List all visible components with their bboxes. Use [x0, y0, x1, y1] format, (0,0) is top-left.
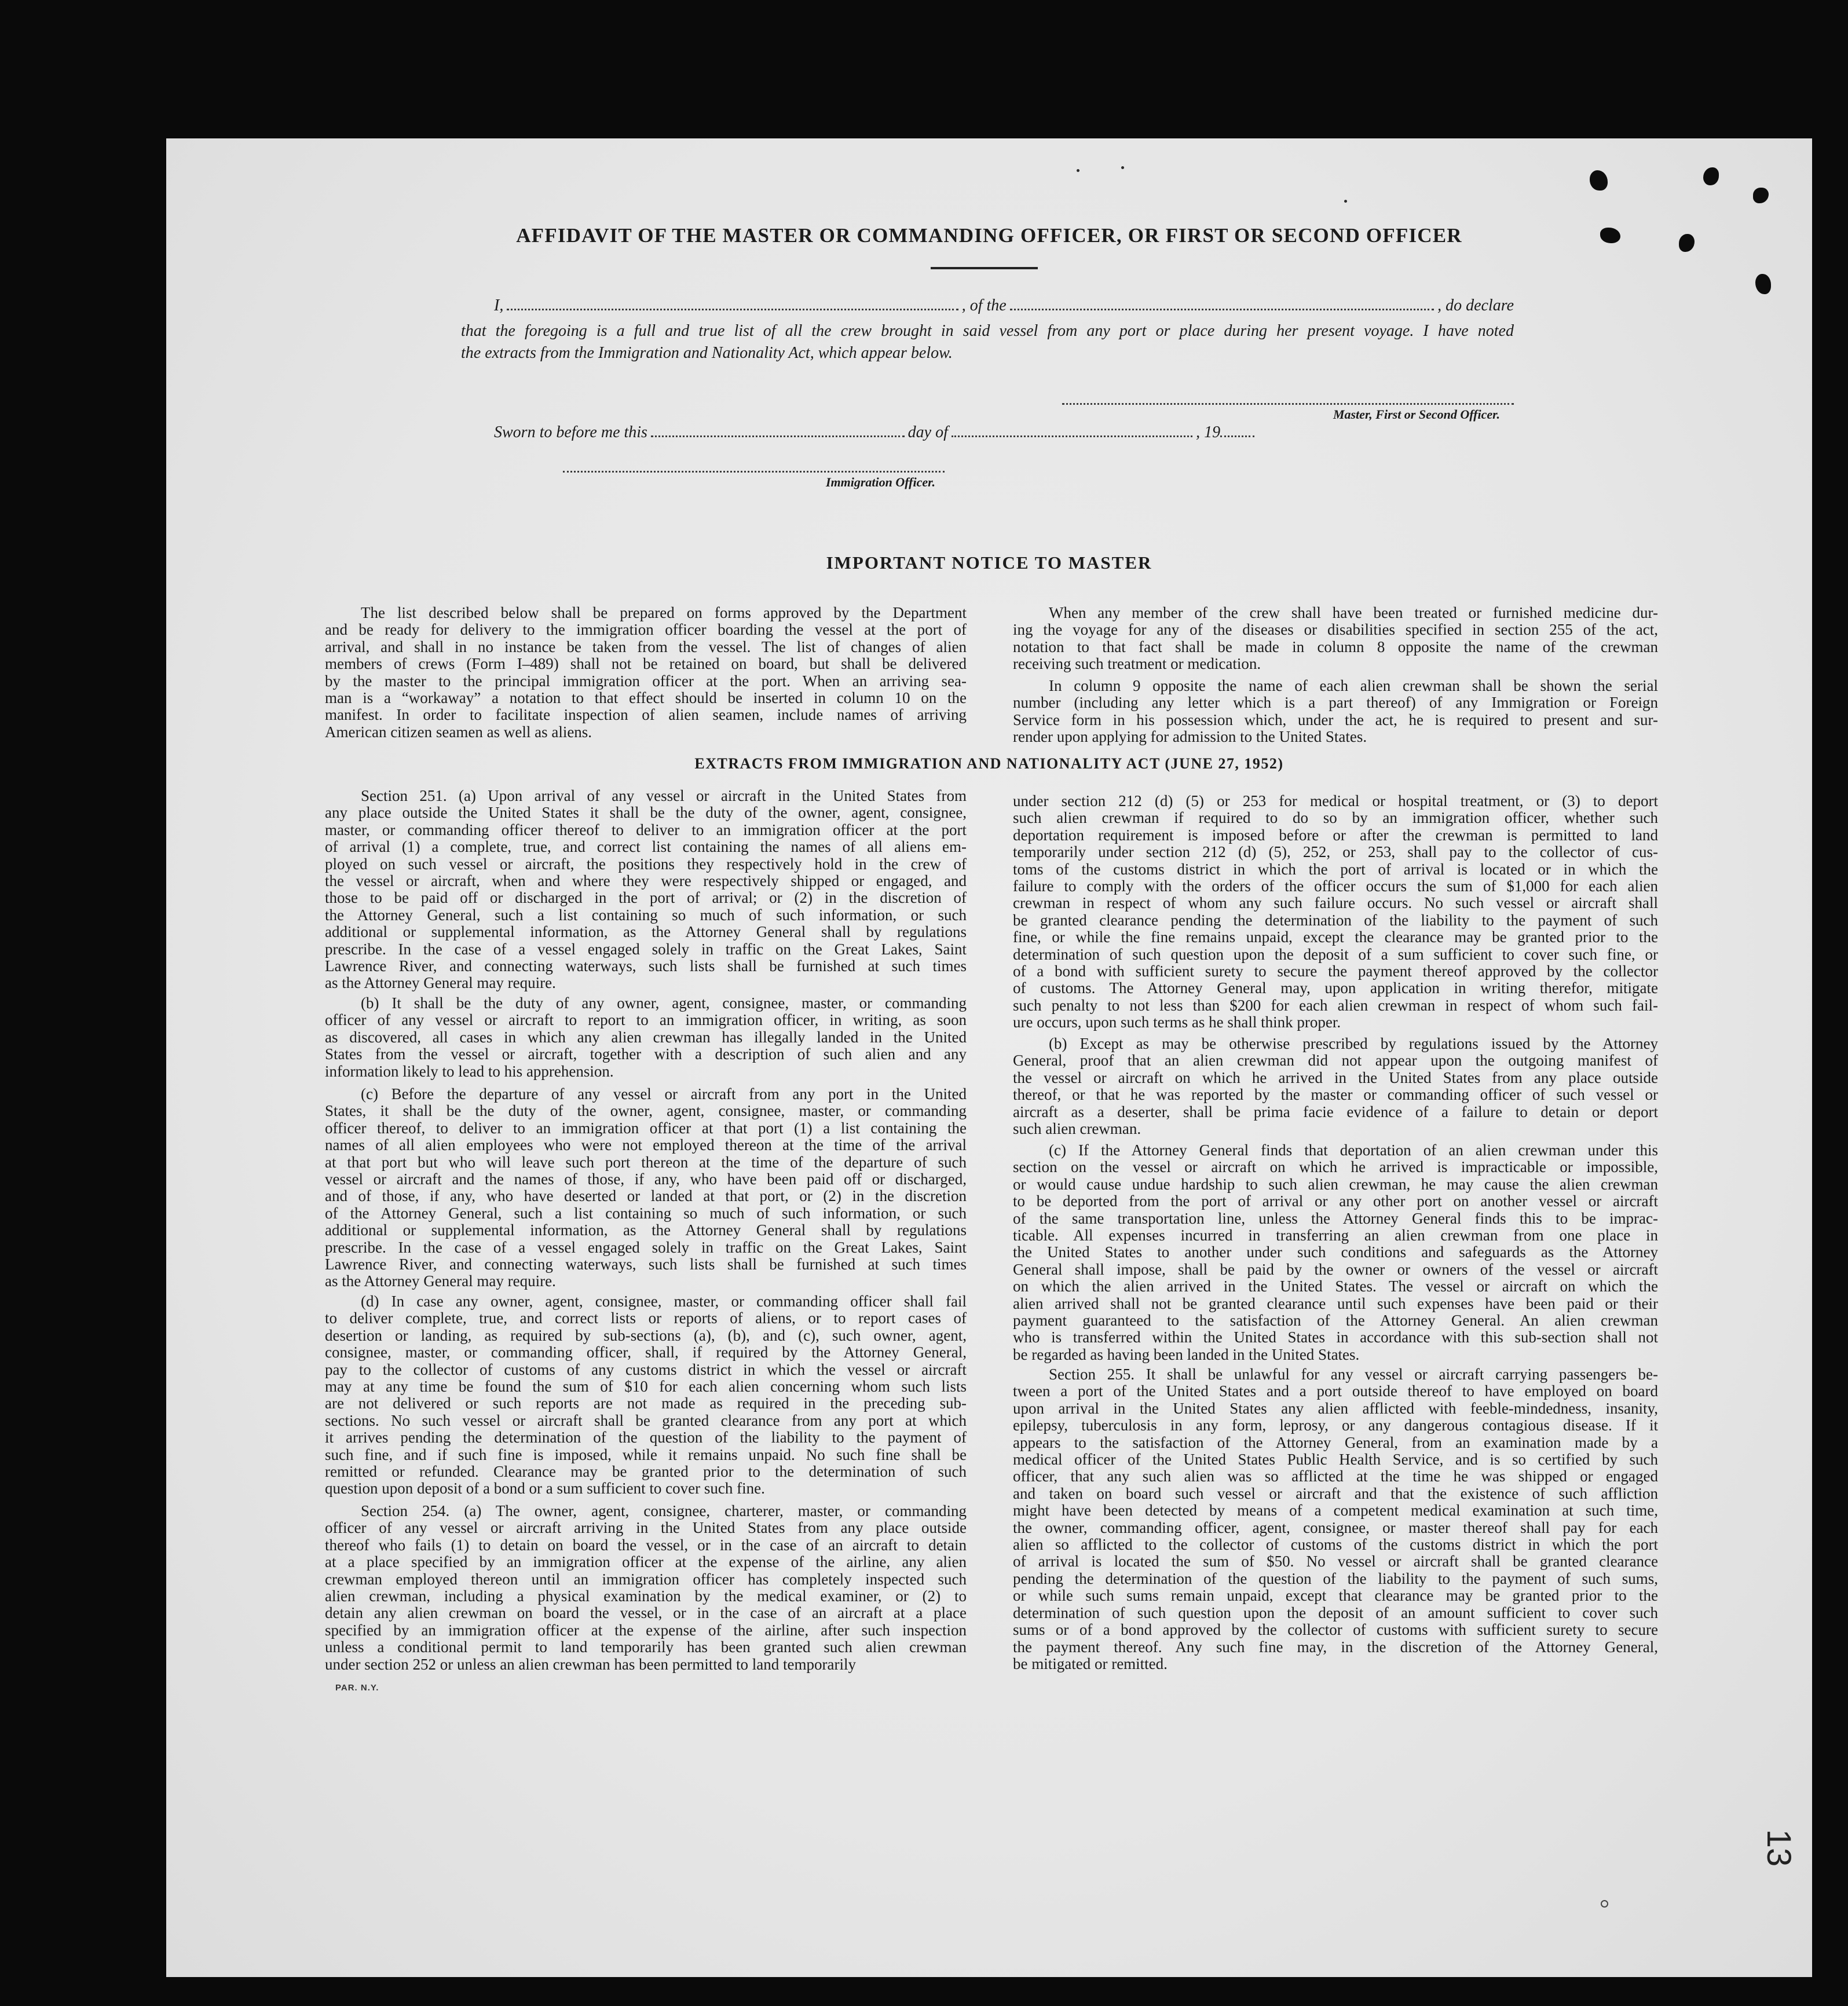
day-of-label: day of — [907, 423, 948, 441]
text-line: Section 251. (a) Upon arrival of any vessel or aircraft in the United States from — [361, 787, 967, 804]
text-line: (b) It shall be the duty of any owner, agent, consignee, master, or commanding — [361, 994, 967, 1012]
binding-hole-mark — [1753, 188, 1769, 203]
text-line: ing the voyage for any of the diseases or disabilities specified in section 255 of the act, — [1013, 621, 1658, 639]
binding-hole-mark — [1590, 170, 1608, 191]
text-line: the vessel or aircraft on which he arrived in the United States from any place outside — [1013, 1068, 1658, 1086]
text-line: arrival, and shall in no instance be taken from the vessel. The list of changes of alien — [325, 638, 967, 656]
section-255 — [1013, 1366, 1658, 1672]
text-line: be mitigated or remitted. — [1013, 1654, 1168, 1672]
text-line: officer of any vessel or aircraft arriving in the United States from any place outside — [325, 1519, 967, 1537]
text-line: Lawrence River, and connecting waterways, such lists shall be furnished at such times — [325, 957, 967, 975]
text-line: upon arrival in the United States any alien afflicted with feeble-mindedness, insanity, — [1013, 1399, 1658, 1417]
text-line: consignee, master, or commanding officer, shall, if required by the Attorney General, — [325, 1344, 967, 1361]
of-the-label: , of the — [961, 296, 1007, 314]
text-line: alien so afflicted to the collector of customs of the customs district in which the port — [1013, 1536, 1658, 1554]
text-line: detain any alien crewman on board the vessel, or in the case of an aircraft at a place — [325, 1604, 967, 1622]
text-line: to be deported from the port of arrival or any other port on another vessel or aircraft — [1013, 1192, 1658, 1210]
text-line: tween a port of the United States and a port outside thereof to have employed on board — [1013, 1382, 1658, 1400]
text-line: any place outside the United States it shall be the duty of the owner, agent, consignee, — [325, 804, 967, 822]
officer-signature-label: Immigration Officer. — [825, 475, 935, 489]
text-line: such penalty to not less than $200 for each alien crewman in respect of whom such fail- — [1013, 996, 1658, 1014]
text-line: desertion or landing, as required by sub-sections (a), (b), and (c), such owner, agent, — [325, 1326, 967, 1344]
text-line: members of crews (Form I–489) shall not be retained on board, but shall be delivered — [325, 655, 967, 673]
text-line: might have been detected by means of a competent medical examination at such time, — [1013, 1502, 1658, 1520]
text-line: aircraft as a deserter, shall be prima facie evidence of a failure to detain or deport — [1013, 1103, 1658, 1121]
text-line: master, or commanding officer thereof to deliver to an immigration officer at the port — [325, 821, 967, 839]
text-line: specified by an immigration officer at the expense of the airline, after such inspection — [325, 1621, 967, 1639]
text-line: render upon applying for admission to the United States. — [1013, 728, 1367, 746]
text-line: vessel or aircraft and the names of those, if any, who have been paid off or discharged, — [325, 1170, 967, 1188]
text-line: be regarded as having been landed in the United States. — [1013, 1345, 1360, 1363]
document-title: AFFIDAVIT OF THE MASTER OR COMMANDING OFFICER, OR FIRST OR SECOND OFFICER — [516, 224, 1462, 247]
text-line: When any member of the crew shall have been treated or furnished medicine dur- — [1049, 604, 1658, 621]
section-251-b — [325, 995, 967, 1080]
master-signature-line — [1062, 403, 1514, 405]
extracts-heading: EXTRACTS FROM IMMIGRATION AND NATIONALITY ACT (JUNE 27, 1952) — [694, 755, 1284, 772]
text-line: determination of such question upon the deposit of a sum sufficient to cover such fine, or — [1013, 945, 1658, 963]
text-line: appears to the satisfaction of the Attorney General, from an examination made by a — [1013, 1433, 1658, 1451]
text-line: question upon deposit of a bond or a sum sufficient to cover such fine. — [325, 1480, 765, 1498]
text-line: thereof, or that he was reported by the master or commanding officer of such vessel or — [1013, 1086, 1658, 1104]
text-line: In column 9 opposite the name of each alien crewman shall be shown the serial — [1049, 677, 1658, 694]
text-line: as discovered, all cases in which any alien crewman has illegally landed in the United — [325, 1028, 967, 1046]
text-line: of arrival (1) a complete, true, and correct list containing the names of all aliens em- — [325, 838, 967, 856]
sworn-month-blank — [952, 435, 1192, 437]
text-line: and taken on board such vessel or aircraft and that the existence of such affliction — [1013, 1484, 1658, 1502]
notice-paragraph — [325, 605, 967, 741]
sworn-day-blank — [651, 435, 905, 437]
printer-mark: PAR. N.Y. — [335, 1683, 379, 1693]
section-251-d — [325, 1293, 967, 1498]
text-line: those to be paid off or discharged in the port of arrival; or (2) in the discretion of — [325, 889, 967, 907]
section-251-c — [325, 1086, 967, 1290]
text-line: sums or of a bond approved by the collector of customs with sufficient surety to secure — [1013, 1621, 1658, 1639]
text-line: officer, that any such alien was so afflicted at the time he was shipped or engaged — [1013, 1467, 1658, 1485]
scan-speck — [1344, 200, 1347, 203]
text-line: at that port but who will leave such port thereon at the time of the departure of such — [325, 1153, 967, 1171]
text-line: the Attorney General, such a list containing so much of such information, or such — [325, 906, 967, 924]
text-line: thereof who fails (1) to detain on board the vessel, or in the case of an aircraft to detain — [325, 1536, 967, 1554]
text-line: under section 212 (d) (5) or 253 for medical or hospital treatment, or (3) to deport — [1013, 792, 1658, 810]
text-line: Section 255. It shall be unlawful for any vessel or aircraft carrying passengers be- — [1049, 1366, 1658, 1383]
text-line: fine, or while the fine remains unpaid, except the clearance may be granted prior to the — [1013, 928, 1658, 946]
text-line: prescribe. In the case of a vessel engaged solely in traffic on the Great Lakes, Saint — [325, 1238, 967, 1256]
text-line: are not delivered or such reports are not made as required in the preceding sub- — [325, 1394, 967, 1412]
text-line: on which the alien arrived in the United States. The vessel or aircraft on which the — [1013, 1277, 1658, 1295]
text-line: or while such sums remain unpaid, except that clearance may be granted prior to the — [1013, 1587, 1658, 1605]
text-line: Lawrence River, and connecting waterways, such lists shall be furnished at such times — [325, 1255, 967, 1273]
text-line: (c) Before the departure of any vessel or aircraft from any port in the United — [361, 1085, 967, 1103]
text-line: alien crewman, including a physical examination by the medical examiner, or (2) to — [325, 1587, 967, 1605]
sworn-line — [494, 423, 1258, 442]
text-line: unless a conditional permit to land temporarily has been granted such alien crewman — [325, 1638, 967, 1656]
text-line: the payment thereof. Any such fine may, in the discretion of the Attorney General, — [1013, 1638, 1658, 1656]
text-line: ure occurs, upon such terms as he shall think proper. — [1013, 1013, 1341, 1031]
text-line: epilepsy, tuberculosis in any form, leprosy, or any dangerous contagious disease. If it — [1013, 1416, 1658, 1434]
notice-paragraph — [1013, 605, 1658, 673]
section-254-a-continued — [1013, 793, 1658, 1031]
text-line: sections. No such vessel or aircraft shall be granted clearance from any port at which — [325, 1411, 967, 1429]
master-signature-label: Master, First or Second Officer. — [1333, 407, 1500, 422]
text-line: officer of any vessel or aircraft to report to an immigration officer, in writing, as soon — [325, 1011, 967, 1029]
text-line: ticable. All expenses incurred in transferring an alien crewman from one place in — [1013, 1227, 1658, 1244]
text-line: temporarily under section 212 (d) (5), 252, or 253, shall pay to the collector of cus- — [1013, 843, 1658, 861]
declaration-text-line: the extracts from the Immigration and Nationality Act, which appear below. — [461, 344, 953, 362]
text-line: crewman in respect of whom any such failure occurs. No such vessel or aircraft shall — [1013, 894, 1658, 912]
text-line: of arrival is located the sum of $50. No vessel or aircraft shall be granted clearance — [1013, 1553, 1658, 1571]
text-line: the vessel or aircraft, when and where they were respectively shipped or engaged, and — [325, 872, 967, 890]
text-line: States from the vessel or aircraft, together with a description of such alien and any — [325, 1045, 967, 1063]
text-line: at a place specified by an immigration officer at the expense of the airline, any alien — [325, 1553, 967, 1571]
notice-paragraph — [1013, 678, 1658, 746]
declarant-name-blank — [507, 309, 958, 310]
text-line: receiving such treatment or medication. — [1013, 655, 1261, 673]
text-line: pay to the collector of customs of any customs district in which the vessel or aircraft — [325, 1360, 967, 1378]
text-line: ployed on such vessel or aircraft, the positions they respectively hold in the crew of — [325, 855, 967, 873]
text-line: American citizen seamen as well as aliens. — [325, 723, 592, 741]
text-line: such alien crewman. — [1013, 1120, 1141, 1138]
text-line: crewman employed thereon until an immigration officer has completely inspected such — [325, 1570, 967, 1588]
text-line: or would cause undue hardship to such alien crewman, he may cause the alien crewman — [1013, 1175, 1658, 1193]
text-line: additional or supplemental information, as the Attorney General shall by regulations — [325, 1221, 967, 1239]
text-line: and be ready for delivery to the immigration officer boarding the vessel at the port of — [325, 621, 967, 639]
text-line: as the Attorney General may require. — [325, 1272, 556, 1290]
handwritten-page-number: 13 — [1760, 1829, 1798, 1867]
text-line: officer thereof, to deliver to an immigration officer at that port (1) a list containing the — [325, 1119, 967, 1137]
text-line: to deliver complete, true, and correct lists or reports of aliens, or to report cases of — [325, 1309, 967, 1327]
text-line: pending the determination of the question of the liability to the payment of such sums, — [1013, 1569, 1658, 1587]
declarant-pronoun: I, — [494, 296, 504, 314]
text-line: who is transferred within the United States in accordance with this sub-section shall not — [1013, 1328, 1658, 1346]
sworn-year-blank — [1220, 435, 1254, 437]
do-declare-label: , do declare — [1437, 296, 1514, 314]
section-254-b — [1013, 1035, 1658, 1137]
text-line: medical officer of the United States Public Health Service, and is so certified by such — [1013, 1451, 1658, 1469]
text-line: section on the vessel or aircraft on which he arrived is impracticable or impossible, — [1013, 1158, 1658, 1176]
text-line: as the Attorney General may require. — [325, 974, 556, 992]
text-line: of a bond with sufficient surety to secure the payment thereof approved by the collector — [1013, 962, 1658, 980]
text-line: number (including any letter which is a part thereof) of any Immigration or Foreign — [1013, 694, 1658, 712]
text-line: it arrives pending the determination of the question of the liability to the payment of — [325, 1429, 967, 1447]
officer-signature-line — [563, 471, 945, 473]
text-line: prescribe. In the case of a vessel engaged solely in traffic on the Great Lakes, Saint — [325, 940, 967, 958]
text-line: The list described below shall be prepared on forms approved by the Department — [361, 604, 967, 621]
text-line: Service form in his possession which, under the act, he is required to present and sur- — [1013, 711, 1658, 729]
text-line: of customs. The Attorney General may, upon application in writing therefor, mitigate — [1013, 979, 1658, 997]
text-line: States, it shall be the duty of the owner, agent, consignee, master, or commanding — [325, 1102, 967, 1120]
declaration-text-line: that the foregoing is a full and true list of all the crew brought in said vessel from any port or place during her present voyage. I have noted — [461, 322, 1514, 340]
text-line: determination of such question upon the deposit of an amount sufficient to cover such — [1013, 1604, 1658, 1621]
text-line: man is a “workaway” a notation to that effect should be inserted in column 10 on the — [325, 689, 967, 707]
scanned-page — [166, 138, 1812, 1977]
scan-ring-mark — [1601, 1900, 1608, 1908]
text-line: General, proof that an alien crewman did not appear upon the outgoing manifest of — [1013, 1052, 1658, 1070]
text-line: may at any time be found the sum of $10 for each alien concerning whom such lists — [325, 1378, 967, 1396]
text-line: deportation requirement is imposed before or after the crewman is permitted to land — [1013, 826, 1658, 844]
vessel-name-blank — [1010, 309, 1434, 310]
title-underline — [931, 267, 1038, 269]
text-line: alien arrived shall not be granted clearance until such expenses have been paid or their — [1013, 1294, 1658, 1312]
text-line: and of those, if any, who have deserted or landed at that port, or (2) in the discretion — [325, 1187, 967, 1205]
text-line: information likely to lead to his apprehension. — [325, 1062, 614, 1080]
text-line: (c) If the Attorney General finds that deportation of an alien crewman under this — [1049, 1141, 1658, 1159]
section-251-a — [325, 788, 967, 992]
text-line: under section 252 or unless an alien crewman has been permitted to land temporarily — [325, 1655, 856, 1673]
text-line: by the master to the principal immigration officer at the port. When an arriving sea- — [325, 672, 967, 690]
text-line: Section 254. (a) The owner, agent, consignee, charterer, master, or commanding — [361, 1502, 967, 1520]
text-line: remitted or refunded. Clearance may be granted prior to the determination of such — [325, 1463, 967, 1481]
notice-heading: IMPORTANT NOTICE TO MASTER — [826, 552, 1152, 573]
text-line: (b) Except as may be otherwise prescribed by regulations issued by the Attorney — [1049, 1035, 1658, 1052]
section-254-a — [325, 1503, 967, 1673]
text-line: toms of the customs district in which the port of arrival is located or in which the — [1013, 860, 1658, 878]
section-254-c — [1013, 1142, 1658, 1363]
binding-hole-mark — [1703, 167, 1719, 185]
text-line: manifest. In order to facilitate inspection of alien seamen, include names of arriving — [325, 706, 967, 724]
text-line: such alien crewman if required to do so by an immigration officer, whether such — [1013, 809, 1658, 827]
text-line: be granted clearance pending the determination of the liability to the payment of such — [1013, 911, 1658, 929]
binding-hole-mark — [1755, 274, 1771, 294]
text-line: additional or supplemental information, as the Attorney General shall by regulations — [325, 923, 967, 941]
text-line: the owner, commanding officer, agent, consignee, or master thereof shall pay for each — [1013, 1518, 1658, 1536]
text-line: payment guaranteed to the satisfaction of the Attorney General. An alien crewman — [1013, 1312, 1658, 1330]
text-line: such fine, and if such fine is imposed, while it remains unpaid. No such fine shall be — [325, 1445, 967, 1463]
scan-speck — [1077, 169, 1079, 172]
text-line: of the Attorney General, such a list containing so much of such information, or such — [325, 1204, 967, 1222]
text-line: of the same transportation line, unless the Attorney General finds this to be imprac- — [1013, 1209, 1658, 1227]
year-prefix-label: , 19 — [1196, 423, 1221, 441]
declarant-line — [494, 296, 1514, 315]
sworn-label: Sworn to before me this — [494, 423, 647, 441]
text-line: failure to comply with the orders of the officer occurs the sum of $1,000 for each alien — [1013, 877, 1658, 895]
text-line: the United States to another under such conditions and safeguards as the Attorney — [1013, 1243, 1658, 1261]
scan-speck — [1121, 166, 1124, 169]
text-line: General shall impose, shall be paid by the owner or owners of the vessel or aircraft — [1013, 1260, 1658, 1278]
text-line: notation to that fact shall be made in column 8 opposite the name of the crewman — [1013, 638, 1658, 656]
text-line: (d) In case any owner, agent, consignee, master, or commanding officer shall fail — [361, 1293, 967, 1310]
text-line: names of all alien employees who were not employed thereon at the time of the arrival — [325, 1136, 967, 1154]
